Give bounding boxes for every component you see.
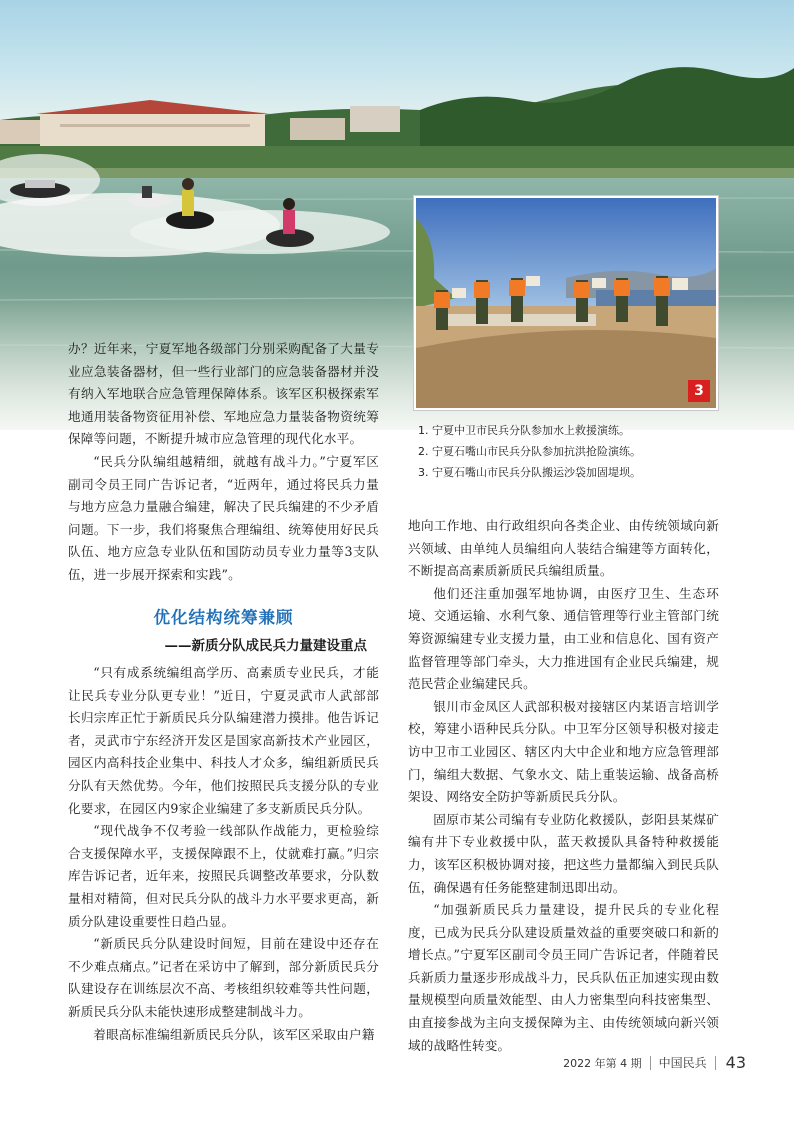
paragraph: “现代战争不仅考验一线部队作战能力，更检验综合支援保障水平，支援保障跟不上，仗就难打赢。”归宗库告诉记者，近年来，按照民兵调整改革要求，分队数量相对精简，但对民兵分队的战斗力水平要求更高，新质分队建设重要性日趋凸显。: [68, 823, 379, 929]
page-footer: [563, 1053, 746, 1072]
paragraph: “加强新质民兵力量建设，提升民兵的专业化程度，已成为民兵分队建设质量效益的重要突破口和新的增长点。”宁夏军区副司令员王同广告诉记者，伴随着民兵新质力量逐步形成战斗力，民兵队伍正加速实现由数量规模型向质量效能型、由人力密集型向科技密集型、由直接参战为主向支援保障为主、由传统领域向新兴领域的战略性转变。: [408, 902, 719, 1053]
paragraph: 办？近年来，宁夏军地各级部门分别采购配备了大量专业应急装备器材，但一些行业部门的应急装备器材并没有纳入军地联合应急管理保障体系。该军区积极探索军地通用装备物资征用补偿、军地应急力量装备物资统筹保障等问题，不断提升城市应急管理的现代化水平。: [68, 341, 379, 447]
paragraph: 银川市金凤区人武部积极对接辖区内某语言培训学校，筹建小语种民兵分队。中卫军分区领导积极对接走访中卫市工业园区、辖区内大中企业和地方应急管理部门，编组大数据、气象水文、陆上重装运输、战备高桥架设、网络安全防护等新质民兵分队。: [408, 698, 719, 805]
paragraph: “民兵分队编组越精细，就越有战斗力。”宁夏军区副司令员王同广告诉记者，“近两年，通过将民兵力量与地方应急力量融合编建，解决了民兵编建的不少矛盾问题。下一步，我们将聚焦合理编组、统筹使用好民兵队伍、地方应急专业队伍和国防动员专业力量等3支队伍，进一步展开探索和实践”。: [68, 453, 379, 582]
inset-photo-sandbags: [414, 196, 718, 410]
paragraph: 固原市某公司编有专业防化救援队，彭阳县某煤矿编有井下专业救援中队，蓝天救援队具备特种救援能力，该军区积极协调对接，把这些力量都编入到民兵队伍，确保遇有任务能整建制迅即出动。: [408, 811, 719, 895]
caption: 1. 宁夏中卫市民兵分队参加水上救援演练。: [418, 424, 630, 437]
page-number: 43: [725, 1053, 746, 1072]
sandbag-scene: [416, 198, 716, 408]
paragraph: 地向工作地、由行政组织向各类企业、由传统领域向新兴领域、由单纯人员编组向人装结合编建等方面转化，不断提高高素质新质民兵编组质量。: [408, 518, 719, 579]
left-column-top: [68, 338, 379, 587]
left-column-bottom: [68, 662, 379, 1046]
section-title: 优化结构统筹兼顾: [153, 608, 294, 627]
photo-number-badge: 3: [688, 380, 710, 402]
right-column: [408, 515, 719, 1057]
section-heading: [68, 604, 379, 654]
paragraph: “只有成系统编组高学历、高素质专业民兵，才能让民兵专业分队更专业！”近日，宁夏灵武市人武部部长归宗库正忙于新质民兵分队编建潜力摸排。他告诉记者，灵武市宁东经济开发区是国家高新技术产业园区，园区内高科技企业集中、科技人才众多，编组新质民兵分队有天然优势。今年，他们按照民兵支援分队的专业化要求，在园区内9家企业编建了多支新质民兵分队。: [68, 665, 379, 816]
footer-divider: [715, 1056, 716, 1070]
issue-label: 2022 年第 4 期: [563, 1056, 642, 1070]
photo-captions: [418, 420, 718, 483]
footer-divider: [650, 1056, 651, 1070]
caption: 2. 宁夏石嘴山市民兵分队参加抗洪抢险演练。: [418, 445, 641, 458]
caption: 3. 宁夏石嘴山市民兵分队搬运沙袋加固堤坝。: [418, 466, 641, 479]
magazine-name: 中国民兵: [658, 1056, 707, 1070]
paragraph: 着眼高标准编组新质民兵分队，该军区采取由户籍: [93, 1026, 375, 1042]
paragraph: 他们还注重加强军地协调，由医疗卫生、生态环境、交通运输、水利气象、通信管理等行业主管部门统筹资源编建专业支援力量，由工业和信息化、国有资产监督管理等部门牵头，大力推进国有企业民兵编建，规范民营企业编建民兵。: [408, 585, 719, 692]
section-subtitle: ——新质分队成民兵力量建设重点: [164, 638, 367, 654]
paragraph: “新质民兵分队建设时间短，目前在建设中还存在不少难点痛点。”记者在采访中了解到，部分新质民兵分队建设存在训练层次不高、考核组织较难等共性问题，新质民兵分队未能快速形成整建制战斗力。: [68, 936, 379, 1019]
